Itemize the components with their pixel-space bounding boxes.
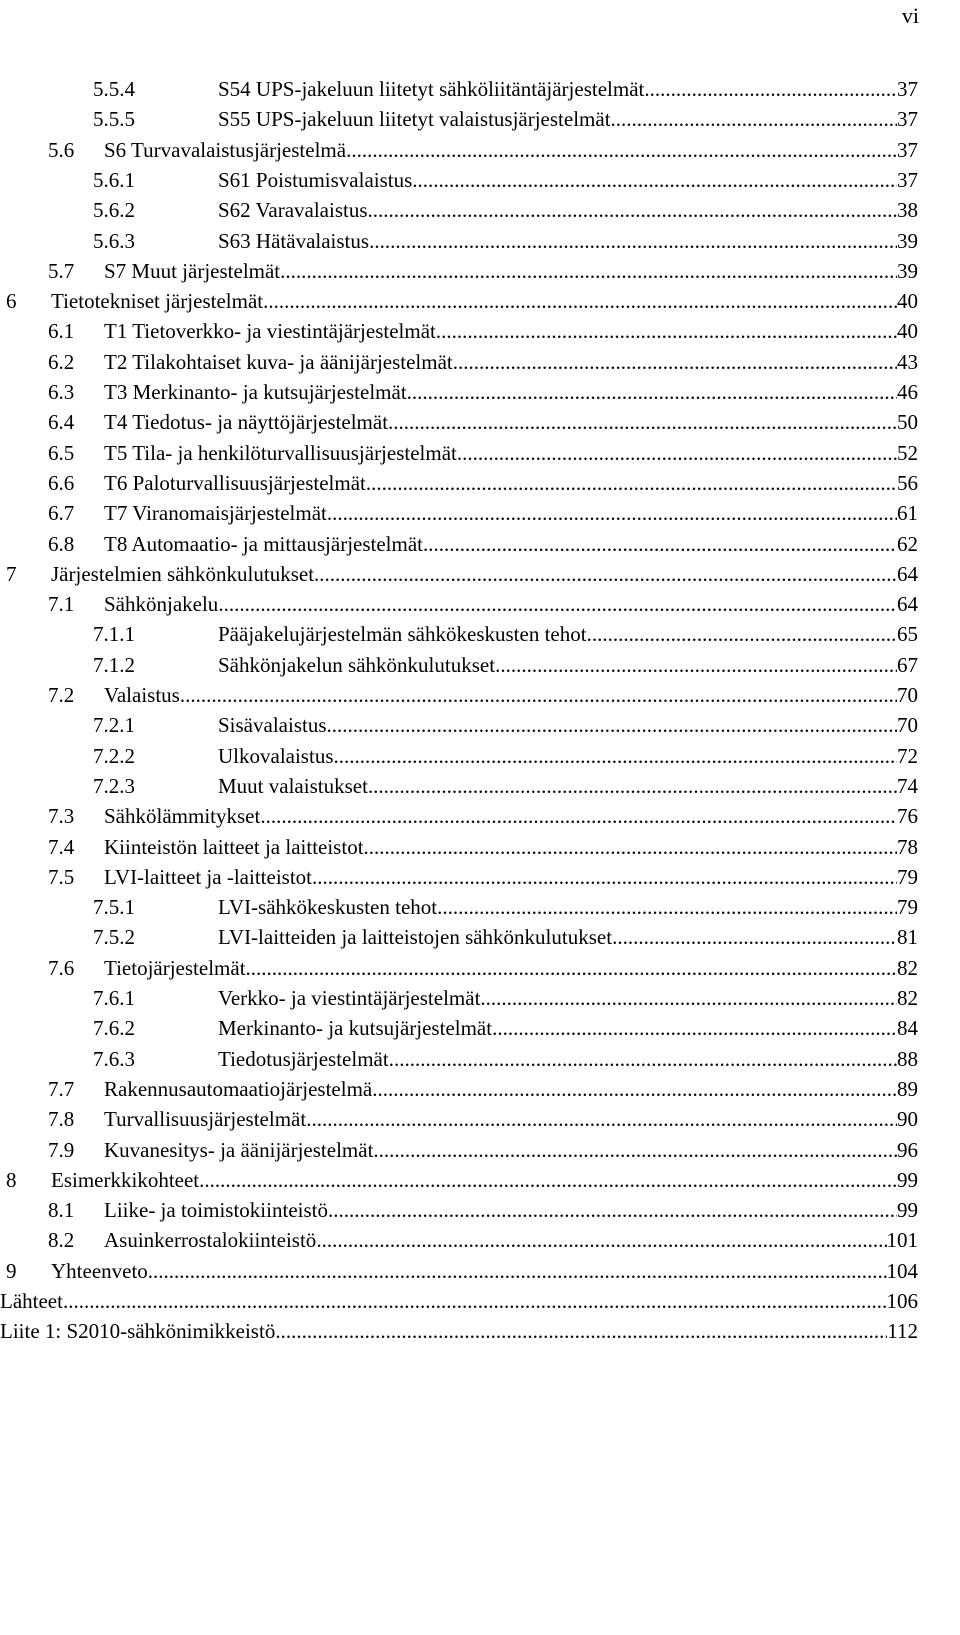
toc-entry-title: Tiedotusjärjestelmät	[218, 1046, 389, 1071]
toc-entry-title: Sähkölämmitykset	[104, 804, 261, 829]
toc-entry-page: 67	[897, 652, 918, 677]
toc-entry[interactable]	[0, 1286, 918, 1316]
toc-entry-page: 40	[897, 319, 918, 344]
toc-entry-number: 5.5.4	[93, 77, 135, 101]
toc-entry-title: Liike- ja toimistokiinteistö	[104, 1198, 328, 1223]
toc-entry-page: 79	[897, 895, 918, 920]
toc-dot-leader	[328, 1195, 897, 1225]
toc-entry-title: Liite 1: S2010-sähkönimikkeistö	[0, 1319, 276, 1344]
toc-entry-page: 88	[897, 1046, 918, 1071]
toc-entry-page: 90	[897, 1107, 918, 1132]
toc-entry-page: 96	[897, 1137, 918, 1162]
toc-dot-leader	[407, 377, 897, 407]
toc-dot-leader	[63, 1286, 887, 1316]
toc-entry-title: Pääjakelujärjestelmän sähkökeskusten tehot	[218, 622, 587, 647]
toc-dot-leader	[364, 832, 897, 862]
toc-entry-title: Ulkovalaistus	[218, 743, 334, 768]
toc-entry[interactable]	[0, 922, 918, 952]
toc-entry-title: LVI-laitteiden ja laitteistojen sähkönkulutukset	[218, 925, 613, 950]
toc-entry-title: Rakennusautomaatiojärjestelmä	[104, 1076, 373, 1101]
toc-entry-number: 6.6	[48, 470, 75, 495]
toc-entry-page: 39	[897, 258, 918, 283]
toc-entry[interactable]	[0, 377, 918, 407]
toc-entry-number: 7.2.3	[93, 773, 135, 798]
toc-entry-title: T1 Tietoverkko- ja viestintäjärjestelmät	[104, 319, 436, 344]
toc-entry-title: Yhteenveto	[51, 1258, 148, 1283]
toc-entry[interactable]	[0, 619, 918, 649]
toc-entry[interactable]	[0, 165, 918, 195]
toc-entry-title: Tietojärjestelmät	[104, 955, 246, 980]
toc-entry[interactable]	[0, 1225, 918, 1255]
toc-entry-page: 89	[897, 1076, 918, 1101]
page-number: vi	[901, 3, 919, 28]
toc-entry-number: 7.1	[48, 592, 75, 617]
toc-entry-title: Verkko- ja viestintäjärjestelmät	[218, 986, 481, 1010]
toc-dot-leader	[306, 1104, 897, 1134]
toc-entry-number: 7.2.2	[93, 743, 135, 768]
toc-dot-leader	[263, 286, 897, 316]
toc-entry-number: 6.2	[48, 349, 75, 374]
toc-dot-leader	[368, 771, 897, 801]
toc-dot-leader	[587, 619, 897, 649]
toc-entry-number: 6	[6, 289, 17, 314]
toc-entry-number: 7.6.3	[93, 1046, 135, 1071]
toc-entry-title: S63 Hätävalaistus	[218, 228, 370, 253]
toc-entry-page: 99	[897, 1167, 918, 1192]
toc-entry-title: LVI-laitteet ja -laitteistot	[104, 864, 312, 889]
toc-entry-page: 79	[897, 864, 918, 889]
toc-entry[interactable]	[0, 529, 918, 559]
toc-entry-number: 7.6	[48, 955, 75, 980]
toc-entry-page: 61	[897, 501, 918, 526]
toc-dot-leader	[423, 529, 897, 559]
toc-entry[interactable]	[0, 256, 918, 286]
toc-entry-page: 84	[897, 1016, 918, 1041]
toc-entry-number: 7.5.1	[93, 895, 135, 920]
toc-entry-number: 5.6.3	[93, 228, 135, 253]
toc-entry-title: LVI-sähkökeskusten tehot	[218, 895, 438, 920]
toc-entry[interactable]	[0, 650, 918, 680]
toc-entry-title: S62 Varavalaistus	[218, 198, 368, 223]
toc-entry-number: 6.3	[48, 380, 75, 404]
toc-entry-page: 40	[897, 289, 918, 314]
toc-entry[interactable]	[0, 801, 918, 831]
toc-entry[interactable]	[0, 1013, 918, 1043]
toc-entry-title: Sähkönjakelu	[104, 592, 219, 617]
toc-entry-number: 9	[6, 1258, 17, 1283]
toc-entry-page: 46	[897, 380, 918, 404]
toc-entry-number: 6.7	[48, 501, 75, 526]
toc-entry-title: Tietotekniset järjestelmät	[51, 289, 264, 314]
toc-entry[interactable]	[0, 953, 918, 983]
toc-entry-title: S7 Muut järjestelmät	[104, 258, 281, 283]
toc-entry-number: 5.6	[48, 137, 75, 162]
toc-entry-page: 82	[897, 986, 918, 1010]
toc-entry[interactable]	[0, 286, 918, 316]
toc-dot-leader	[316, 1225, 886, 1255]
toc-entry-title: T5 Tila- ja henkilöturvallisuusjärjestelmät	[104, 440, 457, 465]
toc-dot-leader	[644, 74, 897, 104]
toc-dot-leader	[334, 741, 898, 771]
toc-entry-title: Sähkönjakelun sähkönkulutukset	[218, 652, 496, 677]
toc-entry-title: S6 Turvavalaistusjärjestelmä	[104, 137, 347, 162]
toc-entry[interactable]	[0, 468, 918, 498]
toc-dot-leader	[372, 1074, 897, 1104]
toc-entry-title: Järjestelmien sähkönkulutukset	[51, 561, 315, 586]
toc-dot-leader	[148, 1256, 887, 1286]
toc-entry-title: Lähteet	[0, 1289, 63, 1313]
toc-entry-page: 106	[886, 1289, 918, 1313]
toc-entry[interactable]	[0, 1316, 918, 1346]
toc-entry-page: 65	[897, 622, 918, 647]
toc-dot-leader	[327, 498, 897, 528]
toc-entry-number: 7.5.2	[93, 925, 135, 950]
toc-entry-number: 6.4	[48, 410, 75, 435]
toc-entry-number: 8.2	[48, 1228, 75, 1253]
toc-entry-number: 7.3	[48, 804, 75, 829]
toc-entry-page: 37	[897, 167, 918, 192]
toc-entry-title: Kuvanesitys- ja äänijärjestelmät	[104, 1137, 374, 1162]
toc-entry[interactable]	[0, 680, 918, 710]
toc-entry[interactable]	[0, 771, 918, 801]
toc-entry-title: T6 Paloturvallisuusjärjestelmät	[104, 470, 366, 495]
toc-entry-number: 8.1	[48, 1198, 75, 1223]
toc-entry-title: Merkinanto- ja kutsujärjestelmät	[218, 1016, 493, 1041]
toc-entry[interactable]	[0, 983, 918, 1013]
toc-entry[interactable]	[0, 226, 918, 256]
toc-entry-title: T8 Automaatio- ja mittausjärjestelmät	[104, 531, 423, 556]
toc-dot-leader	[275, 1316, 887, 1346]
toc-entry-number: 7.1.2	[93, 652, 135, 677]
toc-entry-title: S54 UPS-jakeluun liitetyt sähköliitäntäjärjestelmät	[218, 77, 645, 101]
toc-dot-leader	[436, 316, 897, 346]
toc-entry-page: 76	[897, 804, 918, 829]
toc-dot-leader	[373, 1135, 897, 1165]
toc-entry-number: 5.6.1	[93, 167, 135, 192]
toc-dot-leader	[312, 862, 897, 892]
toc-dot-leader	[388, 407, 897, 437]
toc-entry-page: 99	[897, 1198, 918, 1223]
toc-entry-number: 7.1.1	[93, 622, 135, 647]
toc-entry-number: 7.2	[48, 683, 75, 707]
toc-entry-page: 38	[897, 198, 918, 223]
toc-dot-leader	[246, 953, 897, 983]
toc-entry[interactable]	[0, 1074, 918, 1104]
toc-dot-leader	[612, 922, 897, 952]
toc-entry-page: 70	[897, 713, 918, 738]
toc-entry[interactable]	[0, 74, 918, 104]
toc-entry-page: 56	[897, 470, 918, 495]
toc-entry[interactable]	[0, 1104, 918, 1134]
toc-dot-leader	[480, 983, 897, 1013]
toc-entry-number: 5.7	[48, 258, 75, 283]
toc-entry-title: Turvallisuusjärjestelmät	[104, 1107, 307, 1132]
toc-entry-number: 7.6.1	[93, 986, 135, 1010]
toc-entry[interactable]	[0, 498, 918, 528]
toc-entry-number: 7.8	[48, 1107, 75, 1132]
toc-entry-page: 101	[886, 1228, 918, 1253]
toc-entry-page: 104	[886, 1258, 918, 1283]
toc-entry-page: 64	[897, 561, 918, 586]
toc-entry-number: 5.5.5	[93, 107, 135, 132]
toc-entry-number: 7.4	[48, 834, 75, 859]
toc-entry-number: 7.7	[48, 1076, 75, 1101]
toc-entry-title: Muut valaistukset	[218, 773, 368, 798]
toc-entry-page: 37	[897, 77, 918, 101]
toc-entry-title: T4 Tiedotus- ja näyttöjärjestelmät	[104, 410, 389, 435]
toc-entry[interactable]	[0, 1135, 918, 1165]
toc-dot-leader	[280, 256, 897, 286]
toc-entry[interactable]	[0, 1044, 918, 1074]
toc-dot-leader	[180, 680, 897, 710]
toc-entry-page: 50	[897, 410, 918, 435]
toc-entry-number: 7.6.2	[93, 1016, 135, 1041]
toc-entry-title: Sisävalaistus	[218, 713, 327, 738]
toc-entry-page: 39	[897, 228, 918, 253]
toc-entry[interactable]	[0, 862, 918, 892]
toc-entry[interactable]	[0, 438, 918, 468]
toc-entry[interactable]	[0, 559, 918, 589]
toc-entry-number: 8	[6, 1167, 17, 1192]
toc-entry-title: S55 UPS-jakeluun liitetyt valaistusjärjestelmät	[218, 107, 611, 132]
toc-entry-title: T7 Viranomaisjärjestelmät	[104, 501, 327, 526]
toc-entry-title: Asuinkerrostalokiinteistö	[104, 1228, 317, 1253]
toc-entry-number: 7.9	[48, 1137, 75, 1162]
toc-entry[interactable]	[0, 104, 918, 134]
toc-entry-page: 43	[897, 349, 918, 374]
toc-entry[interactable]	[0, 1195, 918, 1225]
toc-dot-leader	[199, 1165, 897, 1195]
toc-dot-leader	[260, 801, 897, 831]
toc-entry-title: Kiinteistön laitteet ja laitteistot	[104, 834, 364, 859]
toc-dot-leader	[218, 589, 897, 619]
toc-entry-page: 64	[897, 592, 918, 617]
toc-dot-leader	[346, 135, 897, 165]
toc-entry-page: 112	[887, 1319, 918, 1344]
toc-entry-page: 37	[897, 137, 918, 162]
toc-entry[interactable]	[0, 710, 918, 740]
toc-entry[interactable]	[0, 1165, 918, 1195]
toc-dot-leader	[314, 559, 897, 589]
toc-entry[interactable]	[0, 589, 918, 619]
toc-dot-leader	[492, 1013, 897, 1043]
toc-dot-leader	[368, 195, 897, 225]
toc-entry-title: T3 Merkinanto- ja kutsujärjestelmät	[104, 380, 407, 404]
toc-dot-leader	[327, 710, 898, 740]
toc-entry-number: 6.8	[48, 531, 75, 556]
toc-entry[interactable]	[0, 316, 918, 346]
toc-entry-page: 78	[897, 834, 918, 859]
toc-dot-leader	[611, 104, 897, 134]
toc-entry-page: 37	[897, 107, 918, 132]
toc-entry-number: 7.2.1	[93, 713, 135, 738]
toc-entry[interactable]	[0, 195, 918, 225]
toc-dot-leader	[457, 438, 897, 468]
toc-entry[interactable]	[0, 135, 918, 165]
toc-dot-leader	[366, 468, 897, 498]
toc-entry-page: 72	[897, 743, 918, 768]
toc-entry[interactable]	[0, 407, 918, 437]
toc-entry[interactable]	[0, 892, 918, 922]
toc-entry-title: Valaistus	[104, 683, 180, 707]
toc-entry-number: 6.5	[48, 440, 75, 465]
toc-dot-leader	[453, 347, 897, 377]
toc-entry-number: 7	[6, 561, 17, 586]
toc-entry-title: Esimerkkikohteet	[51, 1167, 200, 1192]
toc-entry-number: 5.6.2	[93, 198, 135, 223]
toc-entry[interactable]	[0, 741, 918, 771]
toc-entry-title: T2 Tilakohtaiset kuva- ja äänijärjestelmät	[104, 349, 453, 374]
toc-dot-leader	[495, 650, 897, 680]
toc-entry[interactable]	[0, 1256, 918, 1286]
toc-entry-page: 70	[897, 683, 918, 707]
toc-dot-leader	[437, 892, 897, 922]
toc-entry[interactable]	[0, 832, 918, 862]
toc-entry-number: 6.1	[48, 319, 75, 344]
toc-entry-page: 52	[897, 440, 918, 465]
toc-dot-leader	[412, 165, 897, 195]
toc-dot-leader	[369, 226, 897, 256]
toc-entry-page: 62	[897, 531, 918, 556]
toc-entry-number: 7.5	[48, 864, 75, 889]
toc-entry-page: 82	[897, 955, 918, 980]
toc-entry-page: 81	[897, 925, 918, 950]
toc-entry-title: S61 Poistumisvalaistus	[218, 167, 413, 192]
toc-dot-leader	[389, 1044, 897, 1074]
toc-entry[interactable]	[0, 347, 918, 377]
toc-entry-page: 74	[897, 773, 918, 798]
